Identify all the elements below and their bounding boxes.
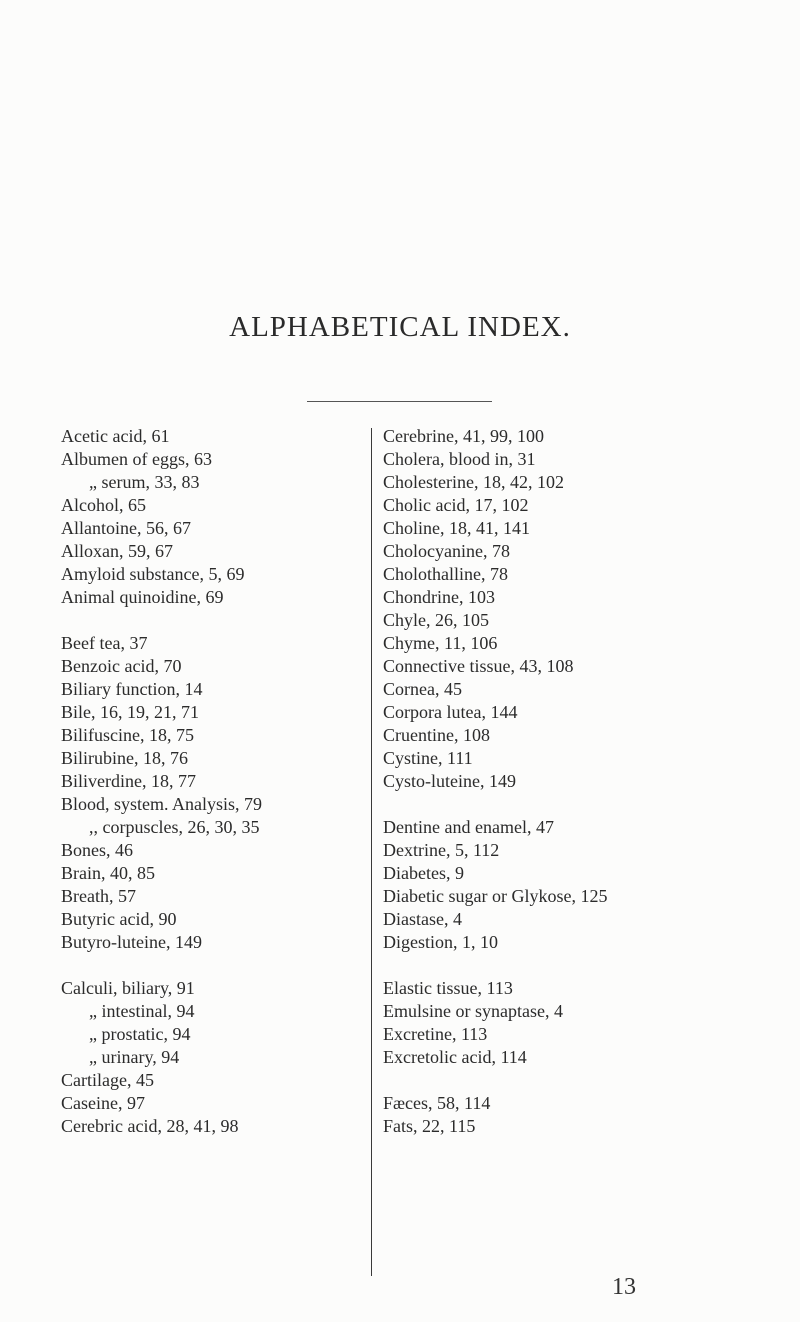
index-entry: Bile, 16, 19, 21, 71 <box>61 702 199 722</box>
index-entry: „ urinary, 94 <box>89 1047 180 1067</box>
index-entry: Caseine, 97 <box>61 1093 145 1113</box>
title-rule <box>307 401 492 402</box>
index-column-left <box>61 425 361 1138</box>
index-entry: Biliverdine, 18, 77 <box>61 771 196 791</box>
index-entry: Diabetes, 9 <box>383 863 464 883</box>
index-entry: Biliary function, 14 <box>61 679 203 699</box>
index-entry: Breath, 57 <box>61 886 136 906</box>
index-entry: Blood, system. Analysis, 79 <box>61 794 263 814</box>
index-entry: Connective tissue, 43, 108 <box>383 656 574 676</box>
index-entry: Butyric acid, 90 <box>61 909 177 929</box>
index-entry: ,, corpuscles, 26, 30, 35 <box>89 817 260 837</box>
index-entry: Cerebric acid, 28, 41, 98 <box>61 1116 239 1136</box>
page-title: ALPHABETICAL INDEX. <box>229 311 571 343</box>
index-entry: Cartilage, 45 <box>61 1070 154 1090</box>
index-entry: Beef tea, 37 <box>61 633 148 653</box>
index-entry: Albumen of eggs, 63 <box>61 449 212 469</box>
index-entry: Diabetic sugar or Glykose, 125 <box>383 886 608 906</box>
index-entry: Cholic acid, 17, 102 <box>383 495 529 515</box>
index-entry: Chyle, 26, 105 <box>383 610 489 630</box>
index-entry: Choline, 18, 41, 141 <box>383 518 530 538</box>
index-entry: Fats, 22, 115 <box>383 1116 476 1136</box>
index-entry: Cystine, 111 <box>383 748 473 768</box>
index-entry: Cholera, blood in, 31 <box>383 449 536 469</box>
index-entry: Cholothalline, 78 <box>383 564 508 584</box>
index-entry: Elastic tissue, 113 <box>383 978 513 998</box>
index-entry: Cruentine, 108 <box>383 725 490 745</box>
index-column-right <box>383 425 683 1138</box>
index-entry: Excretine, 113 <box>383 1024 488 1044</box>
index-entry: Alloxan, 59, 67 <box>61 541 173 561</box>
index-entry: Benzoic acid, 70 <box>61 656 182 676</box>
index-entry: Bones, 46 <box>61 840 133 860</box>
index-entry: Emulsine or synaptase, 4 <box>383 1001 563 1021</box>
index-entry: „ prostatic, 94 <box>89 1024 191 1044</box>
index-entry: „ serum, 33, 83 <box>89 472 200 492</box>
index-entry: Amyloid substance, 5, 69 <box>61 564 245 584</box>
index-entry: Chondrine, 103 <box>383 587 495 607</box>
column-divider <box>371 428 372 1276</box>
index-entry: Fæces, 58, 114 <box>383 1093 491 1113</box>
index-entry: Butyro-luteine, 149 <box>61 932 202 952</box>
index-entry: Diastase, 4 <box>383 909 462 929</box>
index-entry: Excretolic acid, 114 <box>383 1047 527 1067</box>
index-entry: Bilifuscine, 18, 75 <box>61 725 194 745</box>
index-entry: Cerebrine, 41, 99, 100 <box>383 426 544 446</box>
index-entry: Cysto-luteine, 149 <box>383 771 516 791</box>
index-entry: Dentine and enamel, 47 <box>383 817 554 837</box>
index-entry: Dextrine, 5, 112 <box>383 840 500 860</box>
index-entry: Calculi, biliary, 91 <box>61 978 195 998</box>
index-entry: Corpora lutea, 144 <box>383 702 518 722</box>
index-entry: Digestion, 1, 10 <box>383 932 498 952</box>
index-entry: Animal quinoidine, 69 <box>61 587 224 607</box>
index-entry: Alcohol, 65 <box>61 495 146 515</box>
index-entry: „ intestinal, 94 <box>89 1001 195 1021</box>
index-entry: Bilirubine, 18, 76 <box>61 748 188 768</box>
index-entry: Cholocyanine, 78 <box>383 541 510 561</box>
page-number: 13 <box>612 1274 636 1300</box>
index-entry: Chyme, 11, 106 <box>383 633 498 653</box>
index-entry: Acetic acid, 61 <box>61 426 170 446</box>
index-entry: Allantoine, 56, 67 <box>61 518 191 538</box>
index-entry: Cornea, 45 <box>383 679 462 699</box>
index-entry: Brain, 40, 85 <box>61 863 155 883</box>
index-entry: Cholesterine, 18, 42, 102 <box>383 472 564 492</box>
